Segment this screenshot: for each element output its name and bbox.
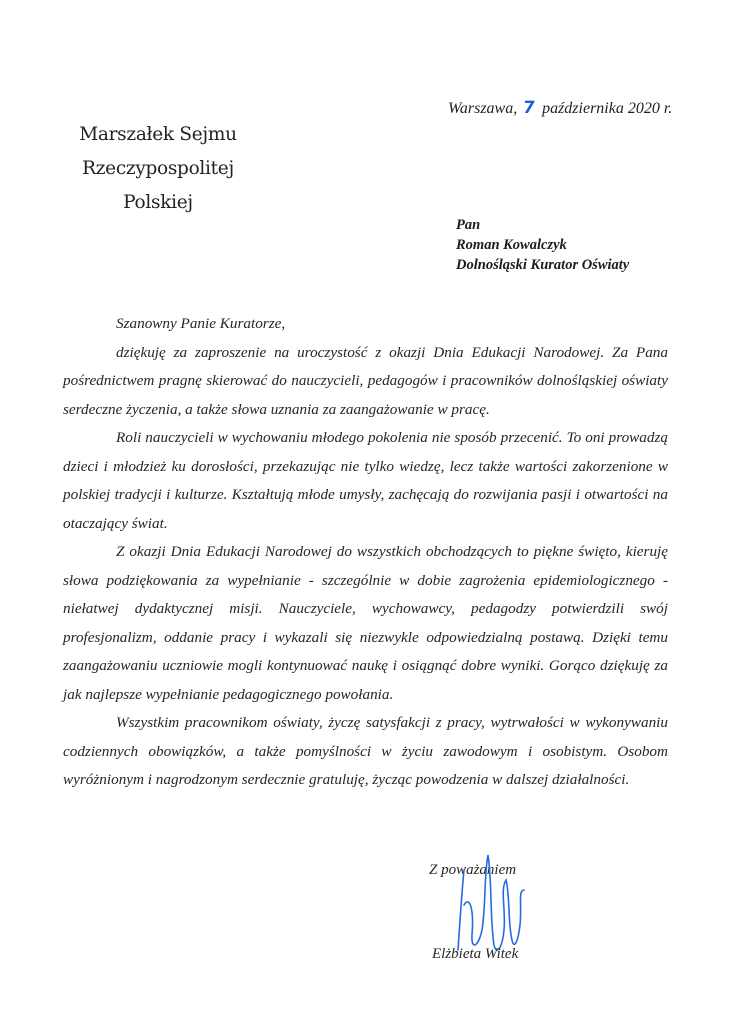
recipient-position: Dolnośląski Kurator Oświaty xyxy=(456,257,630,273)
date-month-year: października 2020 r. xyxy=(542,100,673,117)
paragraph: Wszystkim pracownikom oświaty, życzę satysfakcji z pracy, wytrwałości w wykonywaniu codziennych obowiązków, a także pomyślności w życiu zawodowym i osobistym. Osobom wyróżnionym i nagrodzonym serdecznie gratuluję, życząc powodzenia w dalszej działalności. xyxy=(63,714,668,788)
recipient-name: Roman Kowalczyk xyxy=(456,237,567,253)
closing-phrase: Z poważaniem xyxy=(429,862,517,878)
recipient-block xyxy=(456,215,629,275)
paragraph: Roli nauczycieli w wychowaniu młodego pokolenia nie sposób przecenić. To oni prowadzą dzieci i młodzież ku dorosłości, przekazując nie tylko wiedzę, lecz także wartości zakorzenione w polskiej tradycji i kulturze. Kształtują młode umysły, zachęcają do rozwijania pasji i otwartości na otaczający świat. xyxy=(63,429,668,532)
letterhead-title: Marszałek Sejmu xyxy=(79,124,237,145)
date-day-handwritten: 7 xyxy=(521,98,537,118)
letterhead xyxy=(48,118,268,220)
paragraph: dziękuję za zaproszenie na uroczystość z okazji Dnia Edukacji Narodowej. Za Pana pośrednictwem pragnę skierować do nauczycieli, pedagogów i pracowników dolnośląskiej oświaty serdeczne życzenia, a także słowa uznania za zaangażowanie w pracę. xyxy=(63,343,668,418)
paragraph: Z okazji Dnia Edukacji Narodowej do wszystkich obchodzących to piękne święto, kieruję słowa podziękowania za wypełnianie - szczególnie w dobie zagrożenia epidemiologicznego - niełatwej dydaktycznej misji. Nauczyciele, wychowawcy, pedagodzy potwierdzili swój profesjonalizm, oddanie pracy i wykazali się niezwykle odpowiedzialną postawą. Dzięki temu zaangażowaniu uczniowie mogli kontynuować naukę i osiągnąć dobre wyniki. Gorąco dziękuję za jak najlepsze wypełnianie pedagogicznego powołania. xyxy=(63,543,668,703)
signature-stroke xyxy=(458,855,524,950)
date-line xyxy=(448,98,672,118)
signer-name: Elżbieta Witek xyxy=(432,946,519,962)
date-city: Warszawa, xyxy=(448,100,518,117)
letterhead-subtitle: Rzeczypospolitej Polskiej xyxy=(82,158,234,213)
letter-body xyxy=(63,310,668,795)
salutation: Szanowny Panie Kuratorze, xyxy=(116,315,286,332)
recipient-title: Pan xyxy=(456,217,481,233)
